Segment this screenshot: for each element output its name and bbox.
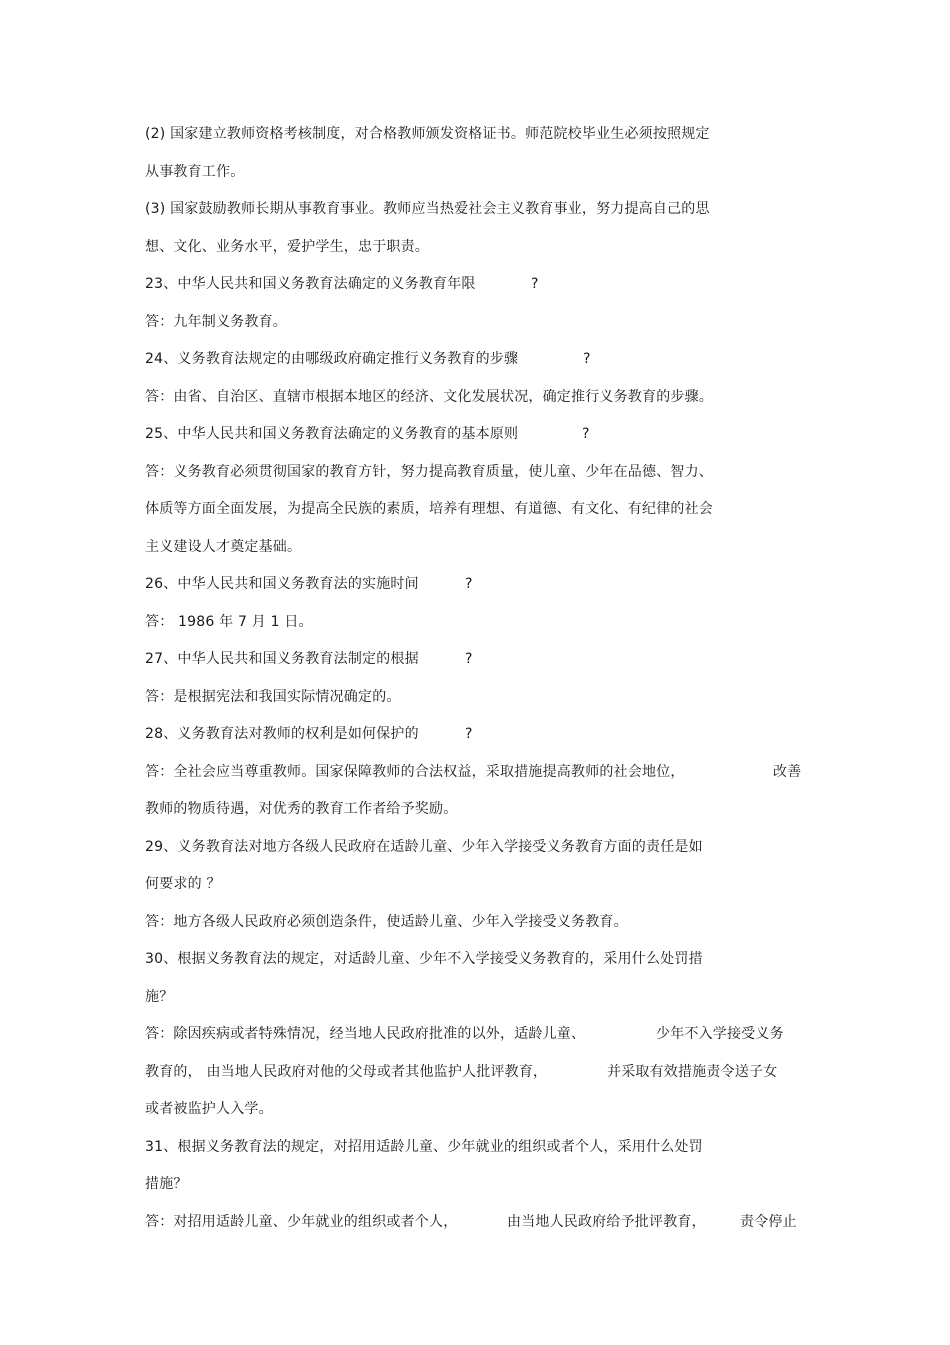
paragraph-line: (2) 国家建立教师资格考核制度，对合格教师颁发资格证书。师范院校毕业生必须按照规定 bbox=[145, 126, 710, 142]
answer-text: 教育的， 由当地人民政府对他的父母或者其他监护人批评教育， bbox=[145, 1064, 548, 1080]
answer-text: 答：全社会应当尊重教师。国家保障教师的合法权益，采取措施提高教师的社会地位， bbox=[145, 764, 685, 780]
question-line bbox=[145, 349, 591, 369]
question-text: 26、中华人民共和国义务教育法的实施时间 bbox=[145, 576, 419, 592]
question-line: 何要求的 ？ bbox=[145, 876, 221, 892]
answer-line: 答：地方各级人民政府必须创造条件，使适龄儿童、少年入学接受义务教育。 bbox=[145, 914, 628, 930]
question-mark: ? bbox=[583, 351, 591, 367]
answer-line: 答： 1986 年 7 月 1 日。 bbox=[145, 614, 313, 630]
answer-line bbox=[145, 1062, 778, 1082]
question-text: 24、义务教育法规定的由哪级政府确定推行义务教育的步骤 bbox=[145, 351, 519, 367]
answer-line: 答：九年制义务教育。 bbox=[145, 314, 287, 330]
answer-fragment: 责令停止 bbox=[740, 1214, 797, 1230]
question-mark: ? bbox=[582, 426, 590, 442]
answer-line bbox=[145, 1024, 784, 1044]
answer-line: 教师的物质待遇，对优秀的教育工作者给予奖励。 bbox=[145, 801, 458, 817]
paragraph-line: 想、文化、业务水平，爱护学生，忠于职责。 bbox=[145, 239, 429, 255]
question-line: 29、义务教育法对地方各级人民政府在适龄儿童、少年入学接受义务教育方面的责任是如 bbox=[145, 839, 703, 855]
question-mark: ? bbox=[465, 726, 473, 742]
answer-fragment: 并采取有效措施责令送子女 bbox=[607, 1064, 778, 1080]
answer-fragment: 改善 bbox=[773, 764, 802, 780]
paragraph-line: (3) 国家鼓励教师长期从事教育事业。教师应当热爱社会主义教育事业，努力提高自己的思 bbox=[145, 201, 710, 217]
answer-text: 答：除因疾病或者特殊情况，经当地人民政府批准的以外，适龄儿童、 bbox=[145, 1026, 586, 1042]
answer-line: 或者被监护人入学。 bbox=[145, 1101, 273, 1117]
question-text: 23、中华人民共和国义务教育法确定的义务教育年限 bbox=[145, 276, 476, 292]
question-line: 措施？ bbox=[145, 1176, 188, 1192]
question-line bbox=[145, 649, 473, 669]
answer-fragment: 由当地人民政府给予批评教育， bbox=[507, 1214, 706, 1230]
question-line: 31、根据义务教育法的规定，对招用适龄儿童、少年就业的组织或者个人，采用什么处罚 bbox=[145, 1139, 703, 1155]
question-mark: ? bbox=[465, 576, 473, 592]
question-line: 施？ bbox=[145, 989, 174, 1005]
question-mark: ? bbox=[531, 276, 539, 292]
answer-line bbox=[145, 1212, 797, 1232]
question-line bbox=[145, 274, 539, 294]
question-mark: ? bbox=[465, 651, 473, 667]
question-line bbox=[145, 424, 590, 444]
answer-line bbox=[145, 762, 802, 782]
question-text: 28、义务教育法对教师的权利是如何保护的 bbox=[145, 726, 419, 742]
answer-line: 答：义务教育必须贯彻国家的教育方针，努力提高教育质量，使儿童、少年在品德、智力、 bbox=[145, 464, 713, 480]
question-line bbox=[145, 574, 473, 594]
question-text: 27、中华人民共和国义务教育法制定的根据 bbox=[145, 651, 419, 667]
paragraph-line: 从事教育工作。 bbox=[145, 164, 245, 180]
question-line bbox=[145, 724, 473, 744]
answer-line: 体质等方面全面发展，为提高全民族的素质，培养有理想、有道德、有文化、有纪律的社会 bbox=[145, 501, 713, 517]
question-text: 25、中华人民共和国义务教育法确定的义务教育的基本原则 bbox=[145, 426, 519, 442]
answer-fragment: 少年不入学接受义务 bbox=[656, 1026, 784, 1042]
answer-text: 答：对招用适龄儿童、少年就业的组织或者个人， bbox=[145, 1214, 458, 1230]
answer-line: 主义建设人才奠定基础。 bbox=[145, 539, 302, 555]
answer-line: 答：由省、自治区、直辖市根据本地区的经济、文化发展状况，确定推行义务教育的步骤。 bbox=[145, 389, 713, 405]
question-line: 30、根据义务教育法的规定，对适龄儿童、少年不入学接受义务教育的，采用什么处罚措 bbox=[145, 951, 703, 967]
answer-line: 答：是根据宪法和我国实际情况确定的。 bbox=[145, 689, 401, 705]
